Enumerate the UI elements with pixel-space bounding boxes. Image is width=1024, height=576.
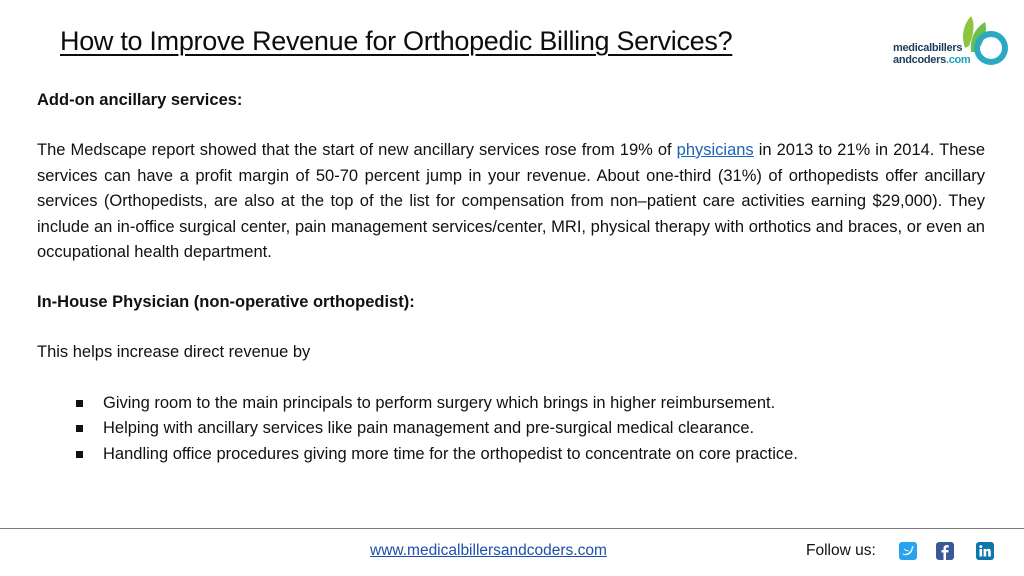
bullet-square-icon: [76, 425, 83, 432]
section-heading-in-house: In-House Physician (non-operative orthopedist):: [37, 292, 415, 311]
paragraph-text-start: The Medscape report showed that the start of new ancillary services rose from 19% of: [37, 141, 677, 159]
footer-divider: [0, 528, 1024, 529]
list-item-text: Helping with ancillary services like pain management and pre-surgical medical clearance.: [103, 419, 755, 438]
bullet-square-icon: [76, 400, 83, 407]
ancillary-paragraph: [37, 138, 985, 266]
company-logo[interactable]: [893, 12, 1013, 72]
list-item-text: Handling office procedures giving more time for the orthopedist to concentrate on core practice.: [103, 444, 798, 463]
page-title: How to Improve Revenue for Orthopedic Billing Services?: [60, 26, 733, 56]
list-item: [37, 416, 985, 442]
bullet-square-icon: [76, 451, 83, 458]
linkedin-icon[interactable]: [976, 542, 994, 560]
section-heading-ancillary: Add-on ancillary services:: [37, 91, 243, 109]
logo-line-1: medicalbillers: [893, 42, 963, 54]
logo-line-2-main: andcoders: [893, 54, 946, 66]
follow-us-label: Follow us:: [806, 542, 876, 559]
list-item-text: Giving room to the main principals to perform surgery which brings in higher reimbursement.: [103, 393, 776, 412]
paragraph-text-end: in 2013 to 21% in 2014. These services can have a profit margin of 50-70 percent jump in your revenue. About one-third (31%) of orthopedists offer ancillary services (Orthopedists, are also at the top of the list for compensation from non–patient care activities earning $29,000). They include an in-office surgical center, pain management services/center, MRI, physical therapy with orthotics and braces, or even an occupational health department.: [37, 141, 985, 262]
list-item: [37, 442, 985, 468]
twitter-icon[interactable]: [899, 542, 917, 560]
benefits-list: [37, 391, 985, 468]
physicians-link[interactable]: physicians: [676, 141, 754, 159]
list-item: [37, 391, 985, 417]
logo-line-2-suffix: .com: [945, 54, 971, 66]
logo-wordmark: [893, 42, 970, 66]
logo-line-2: [893, 54, 970, 66]
in-house-intro: This helps increase direct revenue by: [37, 342, 311, 361]
facebook-icon[interactable]: [936, 542, 954, 560]
website-link[interactable]: www.medicalbillersandcoders.com: [370, 542, 607, 559]
main-content: [37, 88, 985, 467]
